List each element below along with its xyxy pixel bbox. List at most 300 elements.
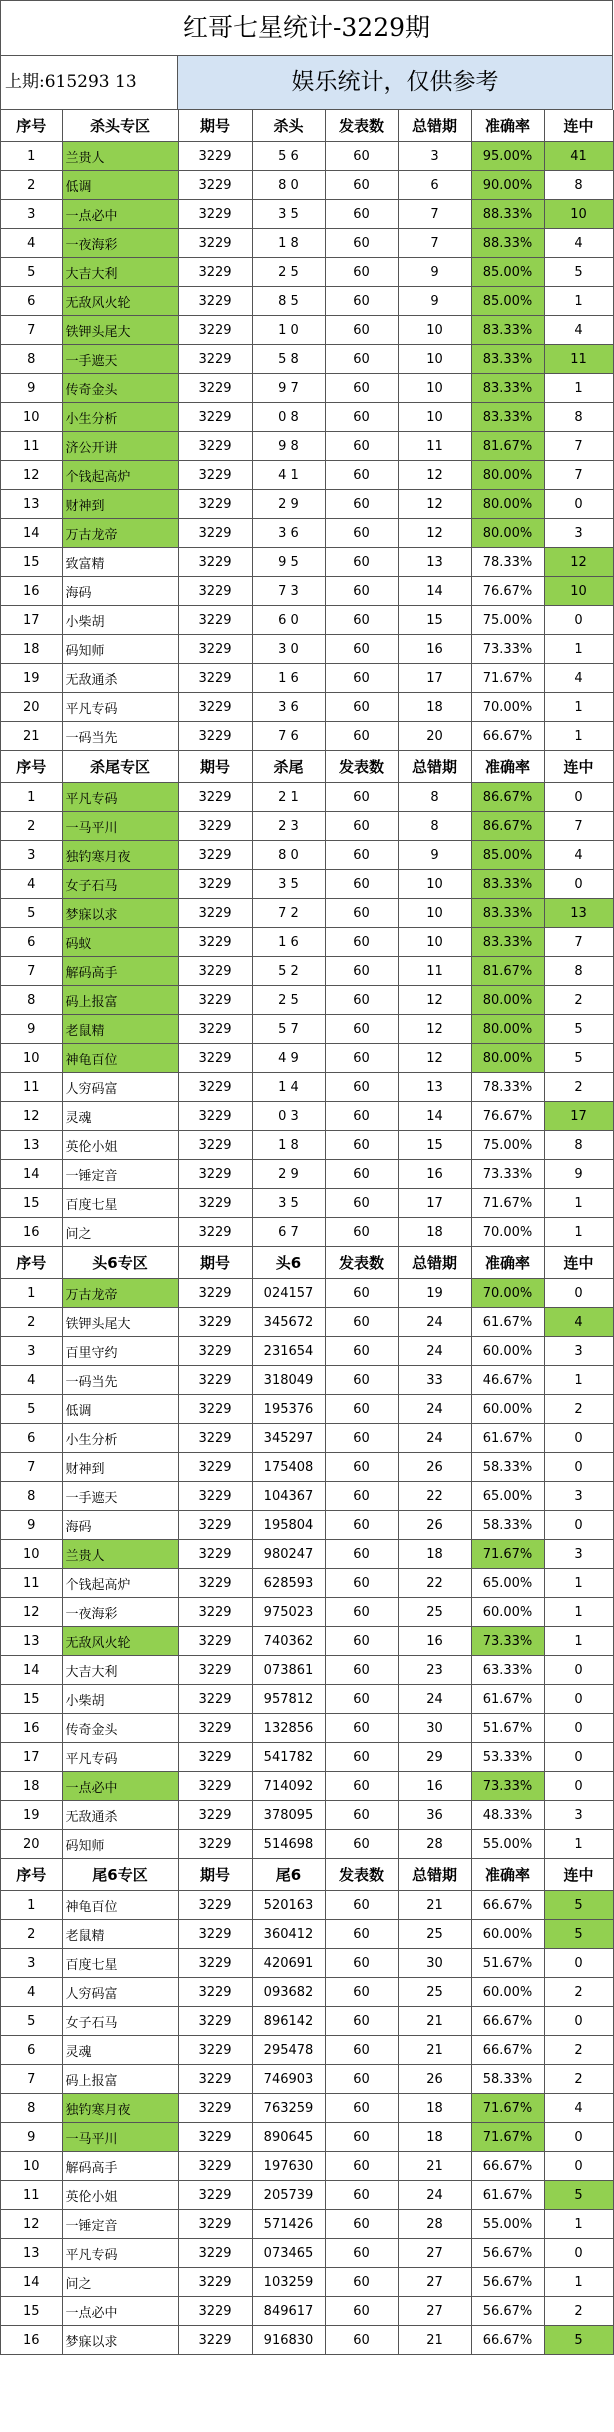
error-cell: 16 — [398, 1627, 471, 1656]
error-cell: 6 — [398, 171, 471, 200]
count-cell: 60 — [325, 1279, 398, 1308]
name-cell: 小生分析 — [62, 403, 178, 432]
value-cell: 1 8 — [252, 1131, 325, 1160]
streak-cell: 4 — [544, 1308, 613, 1337]
value-cell: 0 8 — [252, 403, 325, 432]
table-row — [1, 1830, 613, 1859]
table-row — [1, 2268, 613, 2297]
table-row — [1, 1308, 613, 1337]
table-row — [1, 1569, 613, 1598]
error-cell: 9 — [398, 841, 471, 870]
value-cell: 571426 — [252, 2210, 325, 2239]
header-rank: 序号 — [1, 1859, 62, 1891]
name-cell: 个钱起高炉 — [62, 1569, 178, 1598]
count-cell: 60 — [325, 1772, 398, 1801]
accuracy-cell: 80.00% — [471, 1015, 544, 1044]
rank-cell: 8 — [1, 2094, 62, 2123]
issue-cell: 3229 — [178, 2181, 252, 2210]
issue-cell: 3229 — [178, 1949, 252, 1978]
rank-cell: 11 — [1, 1073, 62, 1102]
value-cell: 628593 — [252, 1569, 325, 1598]
value-cell: 975023 — [252, 1598, 325, 1627]
streak-cell: 8 — [544, 171, 613, 200]
count-cell: 60 — [325, 142, 398, 171]
streak-cell: 2 — [544, 1073, 613, 1102]
issue-cell: 3229 — [178, 287, 252, 316]
streak-cell: 1 — [544, 1830, 613, 1859]
value-cell: 3 5 — [252, 870, 325, 899]
accuracy-cell: 60.00% — [471, 1598, 544, 1627]
name-cell: 解码高手 — [62, 957, 178, 986]
streak-cell: 0 — [544, 870, 613, 899]
header-value: 杀头 — [252, 110, 325, 142]
rank-cell: 12 — [1, 1102, 62, 1131]
streak-cell: 0 — [544, 1656, 613, 1685]
accuracy-cell: 75.00% — [471, 1131, 544, 1160]
streak-cell: 4 — [544, 316, 613, 345]
count-cell: 60 — [325, 693, 398, 722]
count-cell: 60 — [325, 1627, 398, 1656]
name-cell: 一码当先 — [62, 1366, 178, 1395]
error-cell: 24 — [398, 1337, 471, 1366]
name-cell: 梦寐以求 — [62, 2326, 178, 2355]
table-row — [1, 1656, 613, 1685]
value-cell: 514698 — [252, 1830, 325, 1859]
value-cell: 2 9 — [252, 1160, 325, 1189]
streak-cell: 0 — [544, 2152, 613, 2181]
issue-cell: 3229 — [178, 2268, 252, 2297]
name-cell: 传奇金头 — [62, 1714, 178, 1743]
slogan-banner: 娱乐统计，仅供参考 — [178, 56, 613, 109]
streak-cell: 7 — [544, 432, 613, 461]
value-cell: 520163 — [252, 1891, 325, 1920]
accuracy-cell: 83.33% — [471, 899, 544, 928]
count-cell: 60 — [325, 2268, 398, 2297]
accuracy-cell: 58.33% — [471, 1511, 544, 1540]
value-cell: 175408 — [252, 1453, 325, 1482]
table-row — [1, 957, 613, 986]
rank-cell: 14 — [1, 2268, 62, 2297]
header-errors: 总错期 — [398, 1859, 471, 1891]
issue-cell: 3229 — [178, 693, 252, 722]
streak-cell: 3 — [544, 1482, 613, 1511]
name-cell: 码上报富 — [62, 986, 178, 1015]
error-cell: 30 — [398, 1949, 471, 1978]
value-cell: 073465 — [252, 2239, 325, 2268]
error-cell: 15 — [398, 1131, 471, 1160]
streak-cell: 5 — [544, 1044, 613, 1073]
name-cell: 小柴胡 — [62, 606, 178, 635]
streak-cell: 7 — [544, 812, 613, 841]
count-cell: 60 — [325, 1540, 398, 1569]
count-cell: 60 — [325, 258, 398, 287]
table-row — [1, 1218, 613, 1247]
issue-cell: 3229 — [178, 2065, 252, 2094]
count-cell: 60 — [325, 1453, 398, 1482]
accuracy-cell: 80.00% — [471, 1044, 544, 1073]
header-streak: 连中 — [544, 1859, 613, 1891]
rank-cell: 12 — [1, 1598, 62, 1627]
table-row — [1, 1073, 613, 1102]
accuracy-cell: 53.33% — [471, 1743, 544, 1772]
issue-cell: 3229 — [178, 1656, 252, 1685]
issue-cell: 3229 — [178, 1482, 252, 1511]
name-cell: 百里守约 — [62, 1337, 178, 1366]
streak-cell: 0 — [544, 1511, 613, 1540]
accuracy-cell: 80.00% — [471, 986, 544, 1015]
table-row — [1, 1102, 613, 1131]
streak-cell: 0 — [544, 1772, 613, 1801]
error-cell: 25 — [398, 1920, 471, 1949]
name-cell: 大吉大利 — [62, 258, 178, 287]
value-cell: 916830 — [252, 2326, 325, 2355]
streak-cell: 0 — [544, 606, 613, 635]
count-cell: 60 — [325, 1685, 398, 1714]
count-cell: 60 — [325, 2007, 398, 2036]
header-issue: 期号 — [178, 1859, 252, 1891]
name-cell: 一手遮天 — [62, 1482, 178, 1511]
rank-cell: 9 — [1, 2123, 62, 2152]
value-cell: 2 3 — [252, 812, 325, 841]
value-cell: 073861 — [252, 1656, 325, 1685]
accuracy-cell: 80.00% — [471, 519, 544, 548]
stats-table-body — [1, 110, 613, 2355]
rank-cell: 11 — [1, 432, 62, 461]
streak-cell: 1 — [544, 1598, 613, 1627]
name-cell: 平凡专码 — [62, 783, 178, 812]
issue-cell: 3229 — [178, 1160, 252, 1189]
name-cell: 小柴胡 — [62, 1685, 178, 1714]
rank-cell: 5 — [1, 2007, 62, 2036]
count-cell: 60 — [325, 1395, 398, 1424]
issue-cell: 3229 — [178, 1772, 252, 1801]
accuracy-cell: 66.67% — [471, 722, 544, 751]
accuracy-cell: 88.33% — [471, 229, 544, 258]
issue-cell: 3229 — [178, 1743, 252, 1772]
count-cell: 60 — [325, 1308, 398, 1337]
name-cell: 无敌通杀 — [62, 1801, 178, 1830]
name-cell: 兰贵人 — [62, 1540, 178, 1569]
value-cell: 318049 — [252, 1366, 325, 1395]
name-cell: 一锤定音 — [62, 2210, 178, 2239]
count-cell: 60 — [325, 1015, 398, 1044]
name-cell: 无敌风火轮 — [62, 1627, 178, 1656]
count-cell: 60 — [325, 2297, 398, 2326]
table-row — [1, 693, 613, 722]
count-cell: 60 — [325, 403, 398, 432]
accuracy-cell: 60.00% — [471, 1395, 544, 1424]
count-cell: 60 — [325, 1482, 398, 1511]
value-cell: 093682 — [252, 1978, 325, 2007]
streak-cell: 4 — [544, 664, 613, 693]
accuracy-cell: 70.00% — [471, 1279, 544, 1308]
error-cell: 30 — [398, 1714, 471, 1743]
streak-cell: 4 — [544, 841, 613, 870]
accuracy-cell: 61.67% — [471, 1308, 544, 1337]
table-row — [1, 870, 613, 899]
streak-cell: 7 — [544, 928, 613, 957]
table-row — [1, 2210, 613, 2239]
error-cell: 25 — [398, 1598, 471, 1627]
value-cell: 132856 — [252, 1714, 325, 1743]
accuracy-cell: 90.00% — [471, 171, 544, 200]
streak-cell: 7 — [544, 461, 613, 490]
table-row — [1, 664, 613, 693]
accuracy-cell: 56.67% — [471, 2239, 544, 2268]
sub-header — [1, 56, 613, 110]
table-row — [1, 200, 613, 229]
name-cell: 济公开讲 — [62, 432, 178, 461]
error-cell: 26 — [398, 1453, 471, 1482]
header-value: 杀尾 — [252, 751, 325, 783]
table-row — [1, 461, 613, 490]
rank-cell: 15 — [1, 1685, 62, 1714]
table-row — [1, 1424, 613, 1453]
error-cell: 12 — [398, 986, 471, 1015]
accuracy-cell: 75.00% — [471, 606, 544, 635]
rank-cell: 6 — [1, 928, 62, 957]
value-cell: 1 4 — [252, 1073, 325, 1102]
rank-cell: 1 — [1, 783, 62, 812]
name-cell: 一手遮天 — [62, 345, 178, 374]
name-cell: 神龟百位 — [62, 1044, 178, 1073]
name-cell: 女子石马 — [62, 870, 178, 899]
table-row — [1, 490, 613, 519]
streak-cell: 1 — [544, 693, 613, 722]
table-row — [1, 1337, 613, 1366]
rank-cell: 5 — [1, 899, 62, 928]
streak-cell: 5 — [544, 2181, 613, 2210]
accuracy-cell: 58.33% — [471, 1453, 544, 1482]
value-cell: 8 0 — [252, 841, 325, 870]
table-row — [1, 928, 613, 957]
error-cell: 10 — [398, 870, 471, 899]
name-cell: 人穷码富 — [62, 1073, 178, 1102]
name-cell: 英伦小姐 — [62, 2181, 178, 2210]
accuracy-cell: 73.33% — [471, 635, 544, 664]
value-cell: 5 2 — [252, 957, 325, 986]
accuracy-cell: 66.67% — [471, 2007, 544, 2036]
error-cell: 9 — [398, 258, 471, 287]
error-cell: 27 — [398, 2239, 471, 2268]
error-cell: 7 — [398, 200, 471, 229]
table-row — [1, 1685, 613, 1714]
section-header-row — [1, 751, 613, 783]
name-cell: 兰贵人 — [62, 142, 178, 171]
error-cell: 13 — [398, 1073, 471, 1102]
rank-cell: 7 — [1, 2065, 62, 2094]
error-cell: 10 — [398, 928, 471, 957]
error-cell: 24 — [398, 2181, 471, 2210]
rank-cell: 12 — [1, 2210, 62, 2239]
value-cell: 2 9 — [252, 490, 325, 519]
streak-cell: 2 — [544, 1395, 613, 1424]
error-cell: 14 — [398, 1102, 471, 1131]
name-cell: 大吉大利 — [62, 1656, 178, 1685]
rank-cell: 9 — [1, 1015, 62, 1044]
rank-cell: 14 — [1, 1160, 62, 1189]
error-cell: 16 — [398, 1772, 471, 1801]
accuracy-cell: 83.33% — [471, 374, 544, 403]
value-cell: 024157 — [252, 1279, 325, 1308]
count-cell: 60 — [325, 1366, 398, 1395]
table-row — [1, 2181, 613, 2210]
name-cell: 灵魂 — [62, 1102, 178, 1131]
issue-cell: 3229 — [178, 957, 252, 986]
issue-cell: 3229 — [178, 1714, 252, 1743]
table-row — [1, 1714, 613, 1743]
accuracy-cell: 73.33% — [471, 1772, 544, 1801]
rank-cell: 5 — [1, 258, 62, 287]
name-cell: 低调 — [62, 1395, 178, 1424]
table-row — [1, 1801, 613, 1830]
issue-cell: 3229 — [178, 1540, 252, 1569]
table-row — [1, 2065, 613, 2094]
header-zone: 头6专区 — [62, 1247, 178, 1279]
error-cell: 24 — [398, 1395, 471, 1424]
rank-cell: 10 — [1, 1540, 62, 1569]
error-cell: 15 — [398, 606, 471, 635]
value-cell: 6 7 — [252, 1218, 325, 1247]
streak-cell: 0 — [544, 1279, 613, 1308]
value-cell: 360412 — [252, 1920, 325, 1949]
header-zone: 杀尾专区 — [62, 751, 178, 783]
count-cell: 60 — [325, 490, 398, 519]
value-cell: 980247 — [252, 1540, 325, 1569]
table-row — [1, 783, 613, 812]
table-row — [1, 1598, 613, 1627]
value-cell: 103259 — [252, 2268, 325, 2297]
header-value: 头6 — [252, 1247, 325, 1279]
accuracy-cell: 70.00% — [471, 693, 544, 722]
streak-cell: 3 — [544, 519, 613, 548]
issue-cell: 3229 — [178, 2239, 252, 2268]
name-cell: 一点必中 — [62, 1772, 178, 1801]
streak-cell: 17 — [544, 1102, 613, 1131]
count-cell: 60 — [325, 1978, 398, 2007]
rank-cell: 1 — [1, 1279, 62, 1308]
table-row — [1, 841, 613, 870]
value-cell: 4 1 — [252, 461, 325, 490]
value-cell: 3 0 — [252, 635, 325, 664]
issue-cell: 3229 — [178, 1308, 252, 1337]
count-cell: 60 — [325, 2036, 398, 2065]
accuracy-cell: 85.00% — [471, 258, 544, 287]
name-cell: 英伦小姐 — [62, 1131, 178, 1160]
count-cell: 60 — [325, 2094, 398, 2123]
name-cell: 一码当先 — [62, 722, 178, 751]
rank-cell: 20 — [1, 693, 62, 722]
rank-cell: 8 — [1, 345, 62, 374]
header-accuracy: 准确率 — [471, 751, 544, 783]
streak-cell: 0 — [544, 2007, 613, 2036]
count-cell: 60 — [325, 2123, 398, 2152]
error-cell: 11 — [398, 432, 471, 461]
rank-cell: 10 — [1, 2152, 62, 2181]
count-cell: 60 — [325, 2326, 398, 2355]
name-cell: 传奇金头 — [62, 374, 178, 403]
rank-cell: 18 — [1, 1772, 62, 1801]
accuracy-cell: 80.00% — [471, 461, 544, 490]
value-cell: 2 5 — [252, 258, 325, 287]
issue-cell: 3229 — [178, 1920, 252, 1949]
rank-cell: 13 — [1, 1131, 62, 1160]
count-cell: 60 — [325, 577, 398, 606]
error-cell: 8 — [398, 812, 471, 841]
issue-cell: 3229 — [178, 1978, 252, 2007]
table-row — [1, 1540, 613, 1569]
table-row — [1, 722, 613, 751]
value-cell: 4 9 — [252, 1044, 325, 1073]
streak-cell: 41 — [544, 142, 613, 171]
rank-cell: 19 — [1, 664, 62, 693]
accuracy-cell: 60.00% — [471, 1337, 544, 1366]
streak-cell: 3 — [544, 1540, 613, 1569]
rank-cell: 6 — [1, 2036, 62, 2065]
streak-cell: 12 — [544, 548, 613, 577]
rank-cell: 3 — [1, 200, 62, 229]
issue-cell: 3229 — [178, 1598, 252, 1627]
streak-cell: 1 — [544, 722, 613, 751]
issue-cell: 3229 — [178, 2326, 252, 2355]
name-cell: 百度七星 — [62, 1189, 178, 1218]
table-row — [1, 229, 613, 258]
header-rank: 序号 — [1, 1247, 62, 1279]
name-cell: 解码高手 — [62, 2152, 178, 2181]
streak-cell: 5 — [544, 1920, 613, 1949]
table-row — [1, 142, 613, 171]
accuracy-cell: 65.00% — [471, 1482, 544, 1511]
streak-cell: 1 — [544, 1627, 613, 1656]
accuracy-cell: 83.33% — [471, 345, 544, 374]
issue-cell: 3229 — [178, 577, 252, 606]
table-row — [1, 1949, 613, 1978]
table-row — [1, 374, 613, 403]
accuracy-cell: 71.67% — [471, 2123, 544, 2152]
count-cell: 60 — [325, 812, 398, 841]
accuracy-cell: 66.67% — [471, 2326, 544, 2355]
streak-cell: 1 — [544, 374, 613, 403]
count-cell: 60 — [325, 316, 398, 345]
table-row — [1, 1131, 613, 1160]
header-count: 发表数 — [325, 110, 398, 142]
error-cell: 18 — [398, 1540, 471, 1569]
table-row — [1, 577, 613, 606]
value-cell: 890645 — [252, 2123, 325, 2152]
error-cell: 23 — [398, 1656, 471, 1685]
header-issue: 期号 — [178, 1247, 252, 1279]
error-cell: 12 — [398, 461, 471, 490]
value-cell: 9 8 — [252, 432, 325, 461]
error-cell: 24 — [398, 1685, 471, 1714]
header-zone: 尾6专区 — [62, 1859, 178, 1891]
error-cell: 12 — [398, 519, 471, 548]
value-cell: 345672 — [252, 1308, 325, 1337]
table-row — [1, 1453, 613, 1482]
table-row — [1, 1627, 613, 1656]
value-cell: 714092 — [252, 1772, 325, 1801]
table-row — [1, 287, 613, 316]
accuracy-cell: 71.67% — [471, 664, 544, 693]
count-cell: 60 — [325, 287, 398, 316]
rank-cell: 7 — [1, 316, 62, 345]
streak-cell: 3 — [544, 1801, 613, 1830]
value-cell: 5 7 — [252, 1015, 325, 1044]
rank-cell: 4 — [1, 1366, 62, 1395]
value-cell: 763259 — [252, 2094, 325, 2123]
error-cell: 27 — [398, 2268, 471, 2297]
issue-cell: 3229 — [178, 142, 252, 171]
